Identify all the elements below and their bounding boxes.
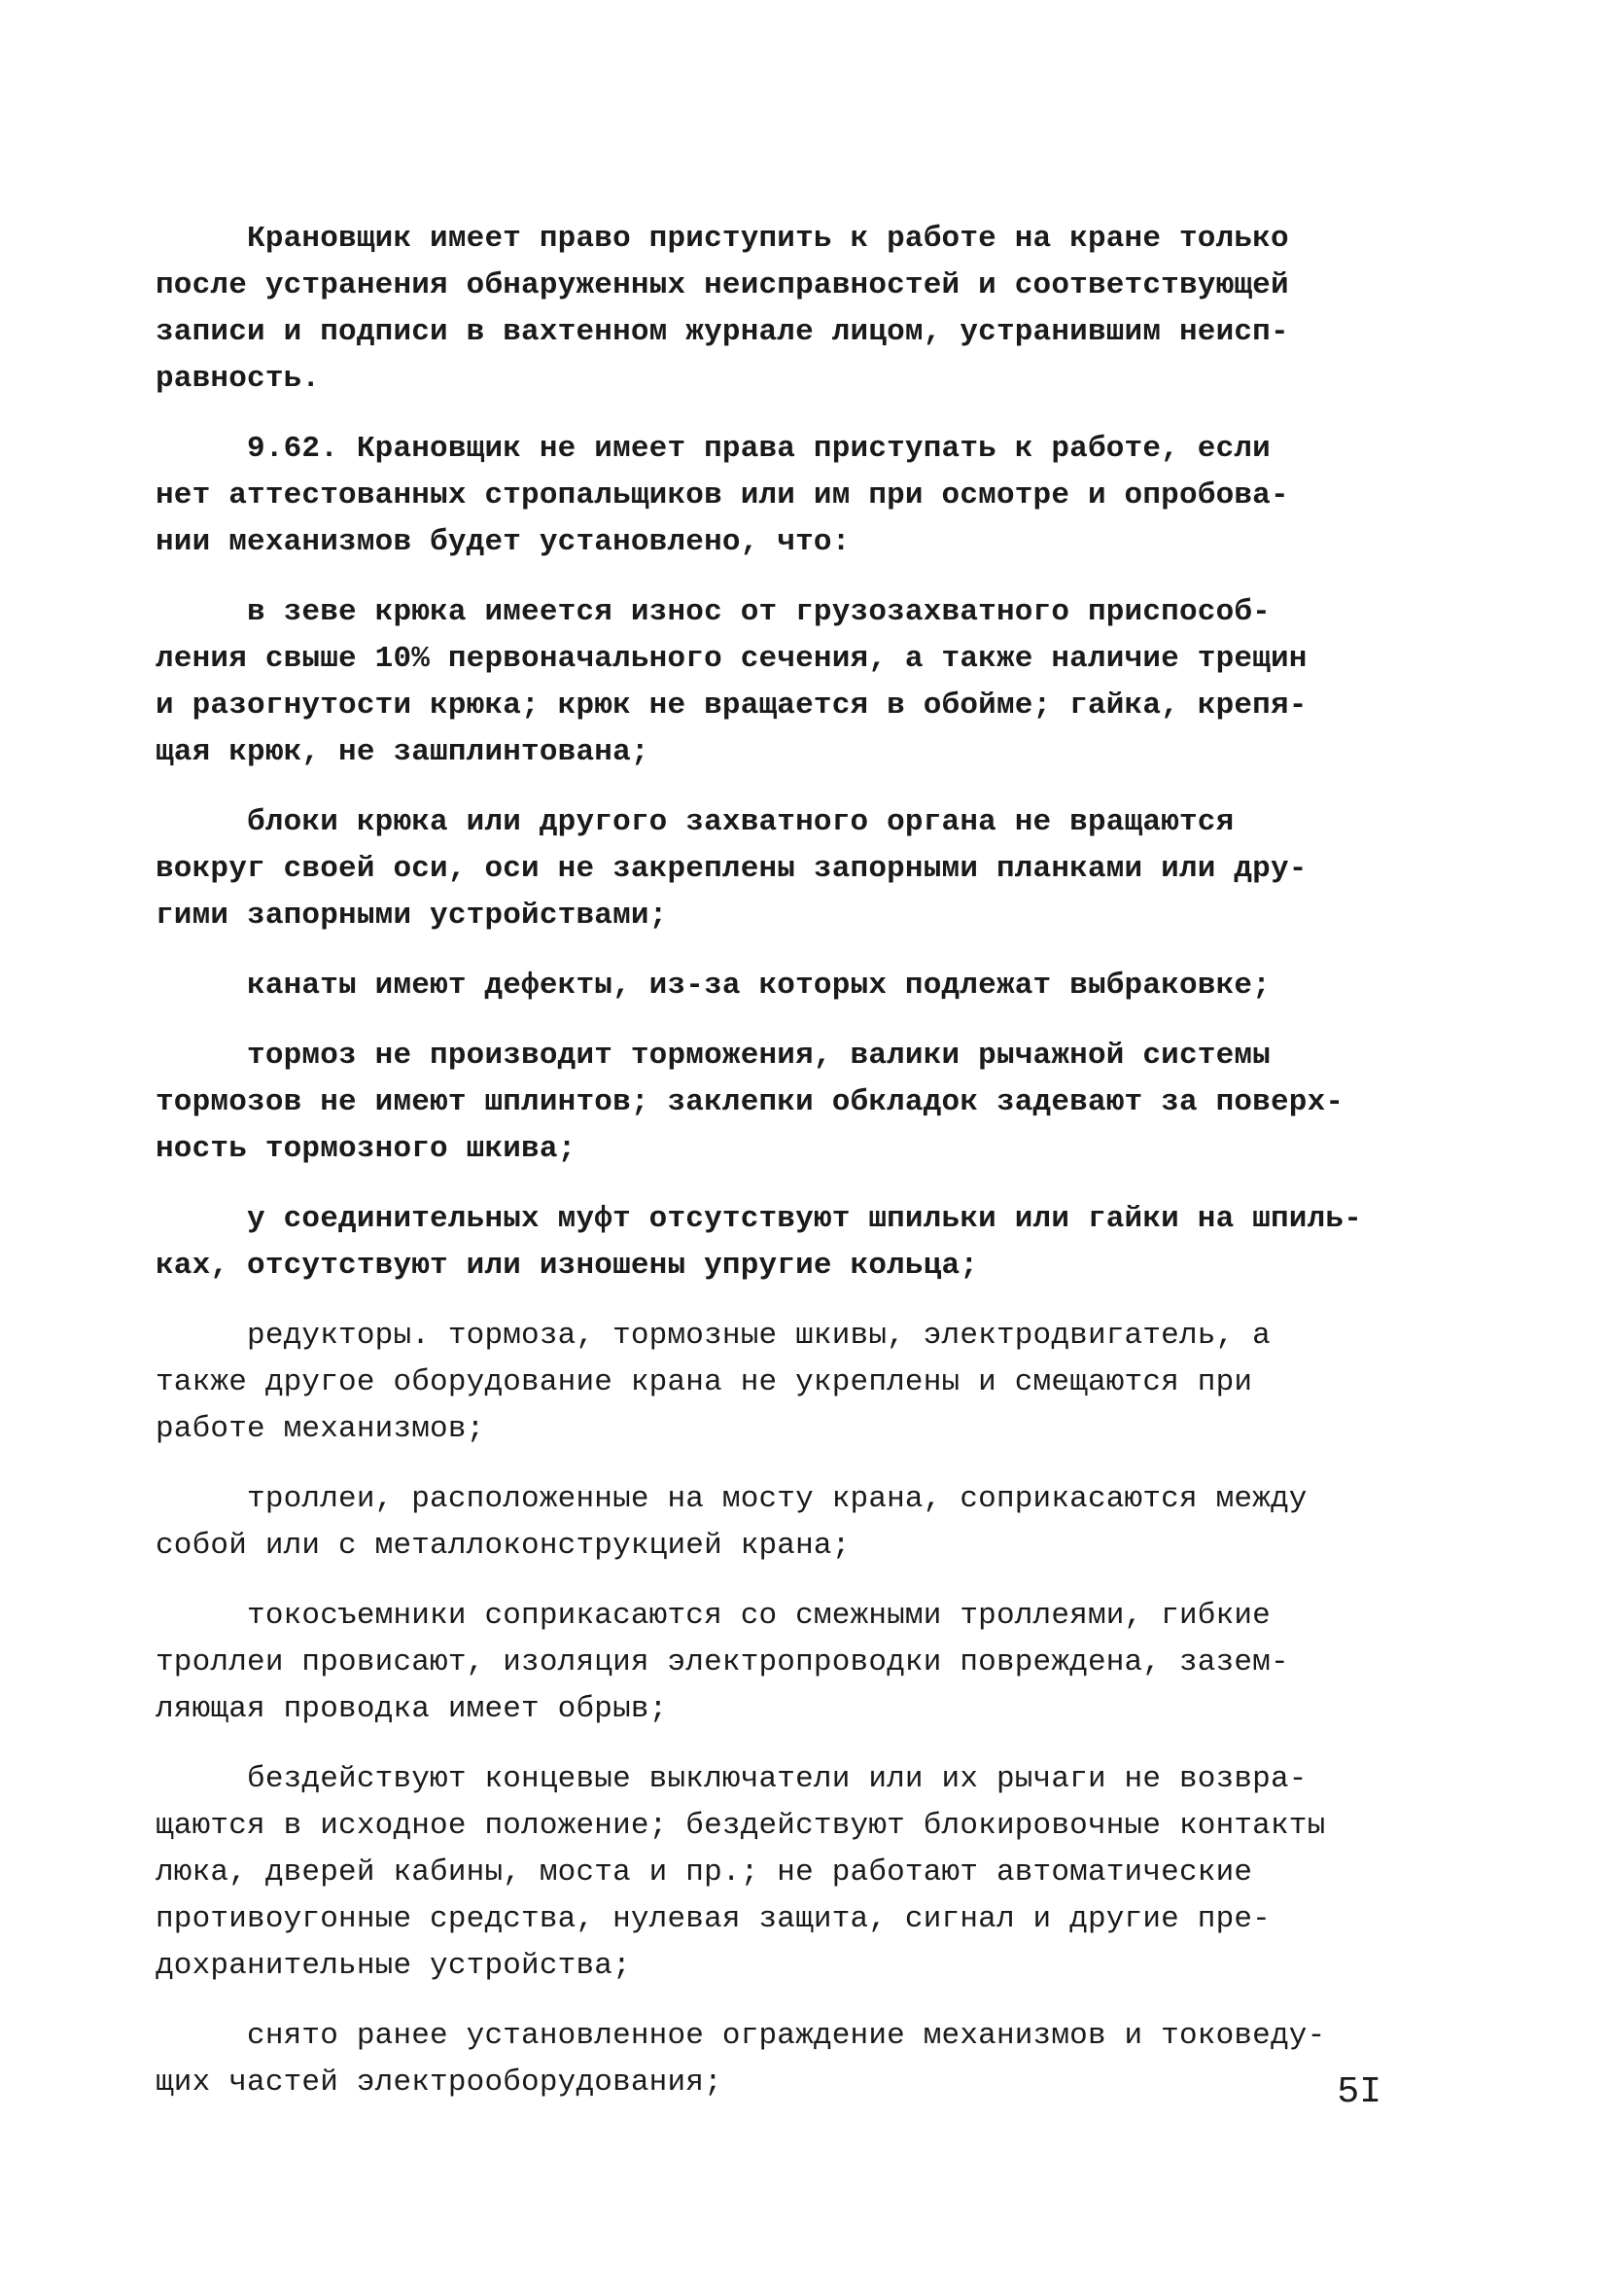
text-line: работе механизмов;	[156, 1412, 485, 1446]
text-line: троллеи провисают, изоляция электропроводки повреждена, зазем-	[156, 1645, 1289, 1679]
text-line: и разогнутости крюка; крюк не вращается в обойме; гайка, крепя-	[156, 689, 1308, 723]
paragraph	[156, 1756, 1463, 1990]
text-line: 9.62. Крановщик не имеет права приступать к работе, если	[156, 432, 1271, 466]
text-line: нии механизмов будет установлено, что:	[156, 525, 851, 559]
text-line: люка, дверей кабины, моста и пр.; не работают автоматические	[156, 1855, 1253, 1890]
text-line: тормоз не производит торможения, валики рычажной системы	[156, 1039, 1271, 1073]
text-line: ках, отсутствуют или изношены упругие кольца;	[156, 1249, 979, 1283]
paragraph	[156, 963, 1463, 1009]
text-line: ления свыше 10% первоначального сечения, а также наличие трещин	[156, 642, 1308, 676]
text-line: равность.	[156, 362, 321, 396]
text-line: редукторы. тормоза, тормозные шкивы, электродвигатель, а	[156, 1319, 1271, 1353]
text-line: щих частей электрооборудования;	[156, 2066, 722, 2100]
paragraph	[156, 426, 1463, 566]
paragraph	[156, 2013, 1463, 2106]
text-line: ляющая проводка имеет обрыв;	[156, 1692, 668, 1726]
paragraph	[156, 1593, 1463, 1733]
paragraph	[156, 589, 1463, 776]
text-line: щая крюк, не зашплинтована;	[156, 735, 649, 769]
paragraph	[156, 1033, 1463, 1173]
paragraph	[156, 1313, 1463, 1453]
paragraph	[156, 216, 1463, 403]
text-line: снято ранее установленное ограждение механизмов и токоведу-	[156, 2019, 1326, 2053]
text-line: щаются в исходное положение; бездействуют блокировочные контакты	[156, 1809, 1326, 1843]
paragraph	[156, 1196, 1463, 1289]
text-line: тормозов не имеют шплинтов; заклепки обкладок задевают за поверх-	[156, 1085, 1345, 1119]
text-line: ность тормозного шкива;	[156, 1132, 576, 1166]
text-line: противоугонные средства, нулевая защита, сигнал и другие пре-	[156, 1902, 1271, 1936]
text-line: троллеи, расположенные на мосту крана, соприкасаются между	[156, 1482, 1308, 1516]
paragraph	[156, 1476, 1463, 1570]
text-line: бездействуют концевые выключатели или их рычаги не возвра-	[156, 1762, 1308, 1796]
text-line: вокруг своей оси, оси не закреплены запорными планками или дру-	[156, 852, 1308, 886]
text-line: записи и подписи в вахтенном журнале лицом, устранившим неисп-	[156, 315, 1289, 349]
text-line: у соединительных муфт отсутствуют шпильки или гайки на шпиль-	[156, 1202, 1362, 1236]
paragraph	[156, 799, 1463, 939]
text-line: токосъемники соприкасаются со смежными троллеями, гибкие	[156, 1599, 1271, 1633]
text-line: нет аттестованных стропальщиков или им при осмотре и опробова-	[156, 478, 1289, 512]
text-line: блоки крюка или другого захватного органа не вращаются	[156, 805, 1235, 839]
body-text	[156, 216, 1463, 2130]
text-line: гими запорными устройствами;	[156, 899, 668, 933]
text-line: после устранения обнаруженных неисправностей и соответствующей	[156, 268, 1289, 302]
text-line: Крановщик имеет право приступить к работе на кране только	[156, 222, 1289, 256]
text-line: канаты имеют дефекты, из-за которых подлежат выбраковке;	[156, 969, 1271, 1003]
text-line: дохранительные устройства;	[156, 1949, 631, 1983]
page-number: 5I	[1337, 2071, 1381, 2113]
text-line: собой или с металлоконструкцией крана;	[156, 1529, 851, 1563]
text-line: в зеве крюка имеется износ от грузозахватного приспособ-	[156, 595, 1271, 629]
text-line: также другое оборудование крана не укреплены и смещаются при	[156, 1365, 1253, 1399]
